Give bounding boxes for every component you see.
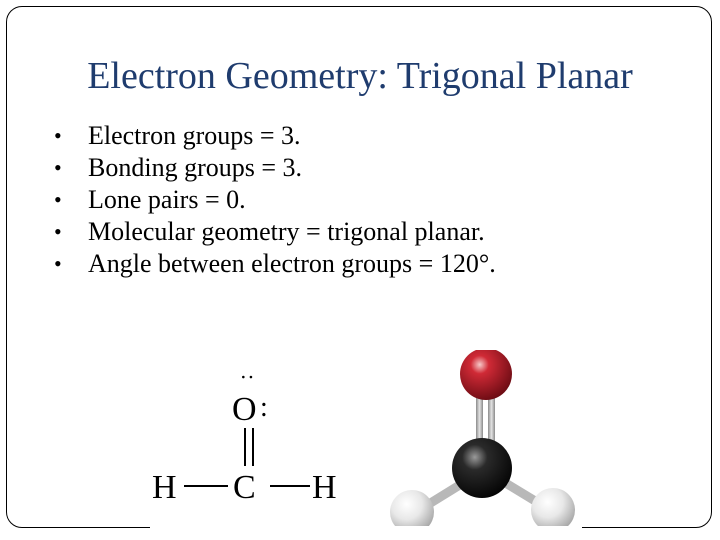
bullet-text: Angle between electron groups = 120°.	[88, 249, 496, 278]
lewis-carbon-atom: C	[233, 469, 256, 506]
carbon-atom-ball	[452, 438, 512, 498]
bullet-text: Electron groups = 3.	[88, 121, 301, 150]
slide-title: Electron Geometry: Trigonal Planar	[87, 55, 633, 97]
bullet-item	[54, 120, 496, 152]
bullet-text: Molecular geometry = trigonal planar.	[88, 217, 485, 246]
bullet-dot: •	[54, 219, 62, 244]
bullet-dot: •	[54, 251, 62, 276]
bullet-dot: •	[54, 155, 62, 180]
bullet-item	[54, 184, 496, 216]
bullet-text: Bonding groups = 3.	[88, 153, 303, 182]
lewis-lone-pair-top: :	[237, 374, 262, 381]
lewis-oxygen-atom: O	[232, 391, 257, 428]
bullet-dot: •	[54, 187, 62, 212]
bullet-dot: •	[54, 123, 62, 148]
bullet-item	[54, 216, 496, 248]
frame-gap	[150, 526, 582, 540]
lewis-structure	[140, 372, 360, 512]
lewis-hydrogen-left: H	[152, 469, 177, 506]
oxygen-atom-ball	[460, 350, 512, 400]
lewis-lone-pair-right: :	[260, 392, 268, 423]
bullet-item	[54, 248, 496, 280]
bullet-text: Lone pairs = 0.	[88, 185, 246, 214]
lewis-hydrogen-right: H	[312, 469, 337, 506]
bullet-list	[54, 120, 496, 280]
ball-and-stick-model	[380, 350, 600, 540]
bullet-item	[54, 152, 496, 184]
